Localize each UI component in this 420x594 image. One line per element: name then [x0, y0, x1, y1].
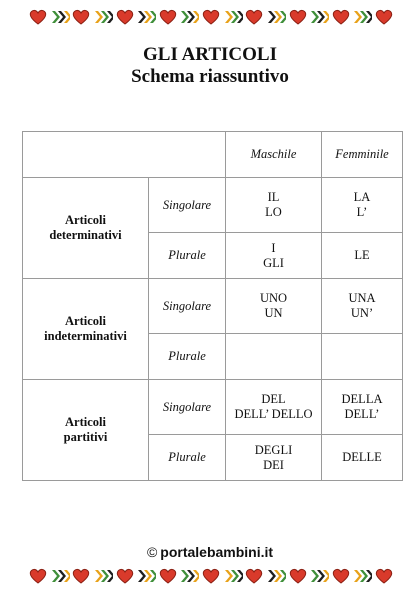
header-maschile: Maschile — [226, 132, 322, 178]
arrow-chevron-icon — [50, 8, 70, 26]
article-value: LA — [353, 190, 371, 204]
category-label-line: indeterminativi — [44, 329, 127, 343]
table-row — [23, 279, 403, 334]
heart-icon — [374, 567, 394, 585]
copyright-symbol: © — [146, 544, 158, 560]
article-value: LE — [354, 248, 370, 262]
articles-summary-table — [22, 131, 403, 481]
table-row — [23, 178, 403, 233]
cell-maschile-empty — [226, 334, 322, 380]
heart-icon — [115, 567, 135, 585]
table-row — [23, 380, 403, 435]
category-partitivi — [23, 380, 149, 481]
arrow-chevron-icon — [266, 567, 286, 585]
bottom-decorative-border — [28, 565, 394, 587]
arrow-chevron-icon — [136, 8, 156, 26]
cell-femminile-empty — [322, 334, 403, 380]
arrow-chevron-icon — [309, 567, 329, 585]
category-label-line: Articoli — [65, 415, 106, 429]
number-singolare: Singolare — [149, 279, 226, 334]
cell-maschile — [226, 380, 322, 435]
arrow-chevron-icon — [136, 567, 156, 585]
article-value: DELL’ DELLO — [234, 407, 313, 421]
heart-icon — [158, 567, 178, 585]
heart-icon — [244, 8, 264, 26]
article-value: UN’ — [350, 306, 374, 320]
category-label-line: Articoli — [65, 213, 106, 227]
number-singolare: Singolare — [149, 380, 226, 435]
article-value: I — [271, 240, 276, 255]
cell-femminile — [322, 279, 403, 334]
number-plurale: Plurale — [149, 334, 226, 380]
cell-maschile — [226, 435, 322, 481]
article-value: GLI — [263, 255, 284, 270]
heart-icon — [28, 8, 48, 26]
arrow-chevron-icon — [50, 567, 70, 585]
cell-maschile — [226, 178, 322, 233]
heart-icon — [374, 8, 394, 26]
article-value: DELLA — [341, 392, 383, 406]
article-value: L’ — [356, 205, 368, 219]
arrow-chevron-icon — [179, 567, 199, 585]
heart-icon — [71, 567, 91, 585]
article-value: DELL’ — [344, 407, 380, 421]
copyright-footer — [0, 544, 420, 560]
cell-femminile — [322, 435, 403, 481]
heart-icon — [331, 567, 351, 585]
arrow-chevron-icon — [352, 8, 372, 26]
article-value: DELLE — [342, 450, 382, 464]
category-label-line: partitivi — [63, 430, 108, 444]
arrow-chevron-icon — [266, 8, 286, 26]
title-subtitle: Schema riassuntivo — [131, 66, 289, 87]
arrow-chevron-icon — [309, 8, 329, 26]
cell-femminile — [322, 233, 403, 279]
heart-icon — [288, 8, 308, 26]
title-main: GLI ARTICOLI — [143, 44, 277, 65]
article-value: DEL — [261, 392, 286, 406]
number-plurale: Plurale — [149, 233, 226, 279]
heart-icon — [158, 8, 178, 26]
arrow-chevron-icon — [93, 567, 113, 585]
cell-femminile — [322, 380, 403, 435]
heart-icon — [288, 567, 308, 585]
article-value: UNO — [259, 291, 288, 305]
article-value: IL — [267, 190, 280, 204]
heart-icon — [201, 567, 221, 585]
site-name: portalebambini.it — [160, 544, 274, 560]
heart-icon — [115, 8, 135, 26]
arrow-chevron-icon — [352, 567, 372, 585]
top-decorative-border — [28, 6, 394, 28]
cell-maschile — [226, 279, 322, 334]
article-value: UNA — [348, 291, 376, 305]
cell-femminile — [322, 178, 403, 233]
arrow-chevron-icon — [223, 8, 243, 26]
header-row — [23, 132, 403, 178]
arrow-chevron-icon — [179, 8, 199, 26]
heart-icon — [244, 567, 264, 585]
header-femminile: Femminile — [322, 132, 403, 178]
arrow-chevron-icon — [223, 567, 243, 585]
heart-icon — [201, 8, 221, 26]
number-singolare: Singolare — [149, 178, 226, 233]
heart-icon — [28, 567, 48, 585]
category-label-line: Articoli — [65, 314, 106, 328]
header-empty-cell — [23, 132, 226, 178]
category-label-line: determinativi — [49, 228, 122, 242]
article-value: DEGLI — [254, 442, 293, 457]
category-indeterminativi — [23, 279, 149, 380]
page-title — [0, 44, 420, 88]
cell-maschile — [226, 233, 322, 279]
article-value: LO — [265, 205, 282, 219]
heart-icon — [331, 8, 351, 26]
article-value: UN — [264, 306, 283, 320]
number-plurale: Plurale — [149, 435, 226, 481]
article-value: DEI — [263, 457, 284, 472]
heart-icon — [71, 8, 91, 26]
arrow-chevron-icon — [93, 8, 113, 26]
category-determinativi — [23, 178, 149, 279]
